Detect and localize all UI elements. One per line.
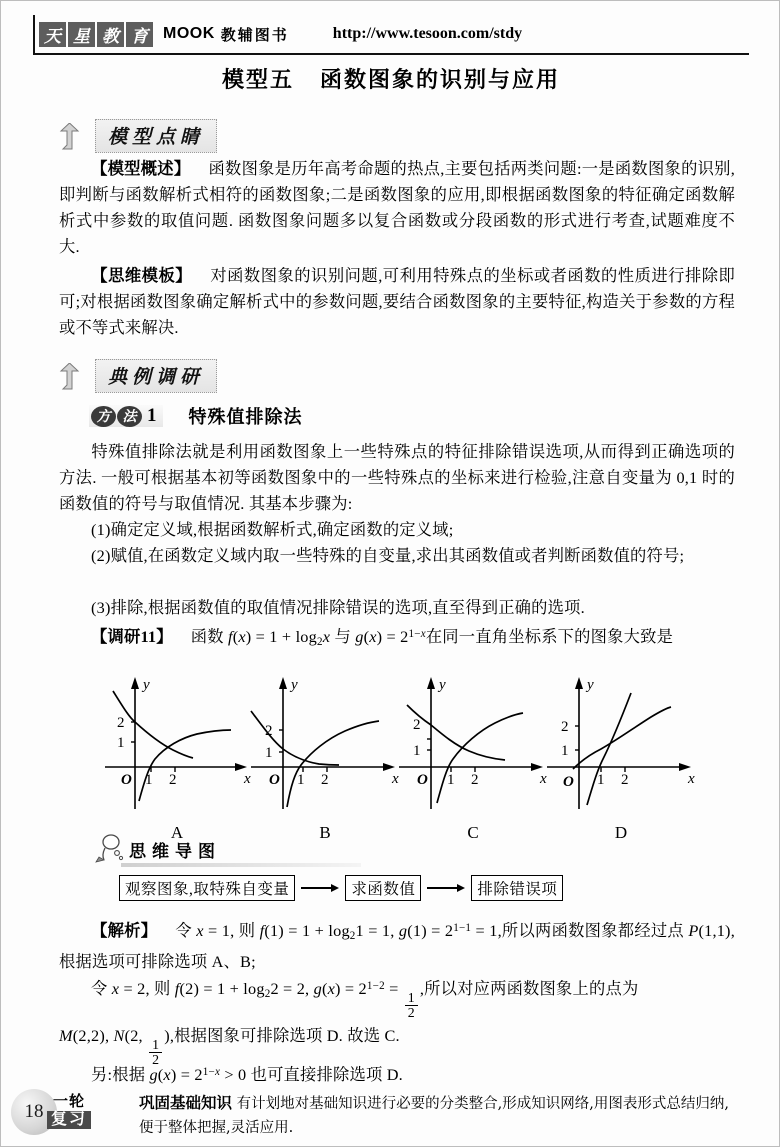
problem-conn: 与 (334, 626, 351, 646)
overview-paragraph (59, 156, 735, 260)
page-footer (11, 1087, 771, 1145)
graph-c-svg (393, 669, 553, 819)
step-text: (1)确定定义域,根据函数解析式,确定函数的定义域; (91, 520, 454, 539)
graph-a-svg (97, 669, 257, 819)
method-step-1 (59, 517, 735, 543)
graph-options (97, 669, 737, 842)
svg-text:2: 2 (471, 772, 479, 788)
flowchart (119, 875, 563, 901)
graph-option-b[interactable] (245, 669, 405, 842)
footer-tip-text: 有计划地对基础知识进行必要的分类整合,形成知识网络,用图表形式总结归纳,便于整体把握,灵活应用. (139, 1096, 729, 1136)
method-char-2: 法 (117, 406, 142, 427)
method-title: 特殊值排除法 (188, 407, 303, 427)
svg-text:y: y (439, 677, 446, 693)
svg-text:1: 1 (447, 772, 455, 788)
solution-line-1: 【解析】 令 x = 1, 则 $f(1) = 1 + \log_21 = 1$, $g(1) = 2^{1-1} = 1$,所以两函数图象都经过点 P(1,1),根据选项可排除选项 A、B; (59, 920, 735, 971)
svg-text:O: O (563, 774, 574, 790)
method-char-1: 方 (91, 406, 116, 427)
brand-logo (39, 22, 153, 47)
svg-text:O: O (269, 772, 280, 788)
method-step-3 (59, 595, 735, 621)
template-paragraph (59, 263, 735, 341)
section-badge-model-points (59, 119, 217, 153)
option-label-a: A (170, 823, 184, 842)
solution-tag: 【解析】 (91, 920, 158, 940)
solution-alt-line: 另:根据 $g(x) = 2^{1-x} > 0$ 也可直接排除选项 D. (91, 1064, 403, 1084)
graph-option-c[interactable] (393, 669, 553, 842)
problem-tail: 在同一直角坐标系下的图象大致是 (425, 626, 674, 646)
svg-text:1: 1 (597, 772, 605, 788)
svg-text:y: y (587, 677, 594, 693)
svg-text:2: 2 (413, 717, 421, 733)
round-label (47, 1095, 91, 1129)
svg-text:1: 1 (145, 772, 153, 788)
option-label-c: C (467, 823, 479, 842)
step-text: (2)赋值,在函数定义域内取一些特殊的自变量,求出其函数值或者判断函数值的符号; (91, 546, 685, 565)
flow-arrow-2-icon (427, 884, 465, 892)
solution-line-3: M(2,2), N(2, $\frac{1}{2}$ ),根据图象可排除选项 D. 故选 C. (59, 1026, 400, 1068)
website-url: http://www.tesoon.com/stdy (332, 25, 523, 42)
template-text: 对函数图象的识别问题,可利用特殊点的坐标或者函数的性质进行排除即可;对根据函数图象确定解析式中的参数问题,要结合函数图象的主要特征,构造关于参数的方程或不等式来解决. (59, 266, 735, 337)
logo-char-1: 天 (39, 22, 66, 47)
graph-b-svg (245, 669, 405, 819)
mook-subtitle: 教辅图书 (220, 26, 289, 44)
up-arrow-icon (59, 363, 91, 393)
alt-tag: 另: (91, 1064, 113, 1084)
mook-label: MOOK (163, 25, 215, 42)
svg-text:1: 1 (413, 743, 421, 759)
method-step-2 (59, 543, 735, 569)
svg-text:2: 2 (265, 723, 273, 739)
footer-tip (139, 1091, 739, 1140)
problem-statement: 【调研11】 函数 $f(x) = 1 + \log_2x$ 与 $g(x) = 2^{1-x}$在同一直角坐标系下的图象大致是 (91, 626, 674, 648)
method-badge (89, 405, 163, 427)
section-badge-typical-cases (59, 359, 217, 393)
logo-char-2: 星 (68, 22, 95, 47)
svg-text:y: y (143, 677, 150, 693)
graph-d-svg (541, 669, 701, 819)
logo-char-3: 教 (97, 22, 124, 47)
flow-step-3: 排除错误项 (471, 875, 563, 901)
page-number: 18 (11, 1089, 57, 1135)
overview-tag: 【模型概述】 (91, 159, 191, 178)
template-tag: 【思维模板】 (91, 266, 193, 285)
page-header (33, 15, 749, 59)
mindmap-underline (121, 863, 361, 867)
badge-label: 模型点睛 (95, 119, 217, 153)
logo-char-4: 育 (126, 22, 153, 47)
up-arrow-icon (59, 123, 91, 153)
problem-tag: 【调研11】 (91, 626, 173, 646)
svg-text:x: x (392, 771, 399, 787)
flow-step-2: 求函数值 (345, 875, 421, 901)
method-header (89, 403, 303, 429)
flow-step-1: 观察图象,取特殊自变量 (119, 875, 295, 901)
svg-text:2: 2 (561, 719, 569, 735)
model-number: 模型五 (221, 67, 294, 92)
solution-line-2: 令 x = 2, 则 $f(2) = 1 + \log_22 = 2$, $g(x) = 2^{1-2}$ = $\frac{1}{2}$ ,所以对应两函数图象上的点为 (91, 978, 639, 1021)
svg-text:2: 2 (117, 715, 125, 731)
svg-text:2: 2 (321, 772, 329, 788)
footer-tip-title: 巩固基础知识 (139, 1093, 233, 1112)
svg-text:x: x (540, 771, 547, 787)
svg-text:1: 1 (561, 743, 569, 759)
svg-text:O: O (121, 772, 132, 788)
graph-option-a[interactable] (97, 669, 257, 842)
svg-text:x: x (244, 771, 251, 787)
graph-option-d[interactable] (541, 669, 701, 842)
model-name: 函数图象的识别与应用 (320, 67, 561, 92)
flow-arrow-1-icon (301, 884, 339, 892)
method-intro (59, 439, 735, 517)
svg-text:1: 1 (265, 745, 273, 761)
svg-text:O: O (417, 772, 428, 788)
option-label-d: D (614, 823, 628, 842)
step-text: (3)排除,根据函数值的取值情况排除错误的选项,直至得到正确的选项. (91, 598, 585, 617)
page-title (1, 63, 780, 94)
round-top-text: 一轮 (53, 1094, 86, 1110)
svg-text:y: y (291, 677, 298, 693)
footer-badge (11, 1089, 91, 1135)
svg-text:2: 2 (621, 772, 629, 788)
svg-text:1: 1 (297, 772, 305, 788)
thinking-person-icon (93, 833, 127, 865)
method-intro-text: 特殊值排除法就是利用函数图象上一些特殊点的特征排除错误选项,从而得到正确选项的方法. 一般可根据基本初等函数图象中的一些特殊点的坐标来进行检验,注意自变量为 0,1 时的函数值的符号与取值情况. 其基本步骤为: (59, 442, 735, 513)
mindmap-title: 思维导图 (129, 841, 221, 862)
header-divider (33, 53, 749, 55)
round-bottom-text: 复习 (47, 1111, 91, 1129)
svg-text:1: 1 (117, 735, 125, 751)
method-number: 1 (147, 405, 157, 426)
svg-text:x: x (688, 771, 695, 787)
badge-label: 典例调研 (95, 359, 217, 393)
svg-text:2: 2 (169, 772, 177, 788)
problem-lead: 函数 (190, 626, 224, 646)
option-label-b: B (319, 823, 331, 842)
mindmap-header (93, 833, 221, 865)
overview-text: 函数图象是历年高考命题的热点,主要包括两类问题:一是函数图象的识别,即判断与函数解析式相符的函数图象;二是函数图象的应用,即根据函数图象的特征确定函数解析式中参数的取值问题. 函数图象问题多以复合函数或分段函数的形式进行考查,试题难度不大. (59, 159, 736, 256)
